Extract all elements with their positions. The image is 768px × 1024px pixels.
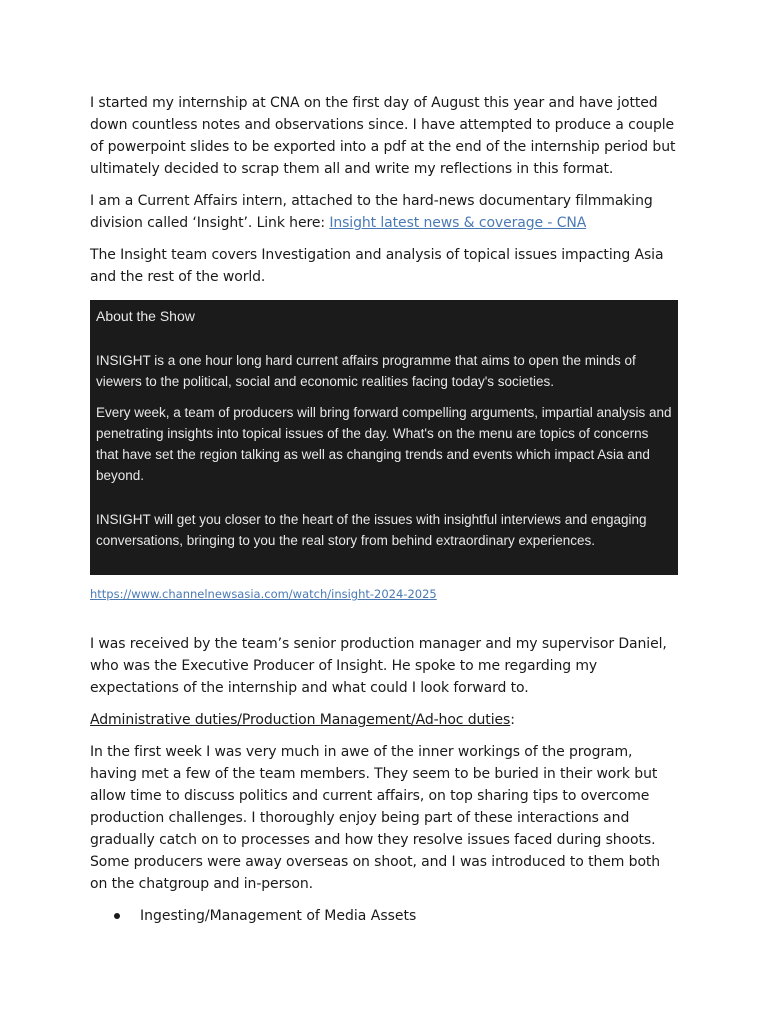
about-show-para-2: Every week, a team of producers will bring forward compelling arguments, impartial analysis and penetrating insights into topical issues of the day. What's on the menu are topics of concerns that have set the region talking as well as changing trends and events which impact Asia and beyond. [96,405,672,483]
about-show-image [90,300,678,575]
bullet-icon [114,913,120,919]
list-item [90,905,680,927]
about-show-para-1: INSIGHT is a one hour long hard current affairs programme that aims to open the minds of viewers to the political, social and economic realities facing today's societies. [96,353,636,389]
document-page [90,92,680,927]
received-paragraph: I was received by the team’s senior production manager and my supervisor Daniel, who was the Executive Producer of Insight. He spoke to me regarding my expectations of the internship and what could I look forward to. [90,636,667,696]
intern-paragraph-text: I am a Current Affairs intern, attached to the hard-news documentary filmmaking division called ‘Insight’. Link here: [90,193,653,231]
admin-heading-text: Administrative duties/Production Management/Ad-hoc duties [90,712,511,728]
about-show-title: About the Show [96,308,195,324]
first-week-paragraph: In the first week I was very much in awe of the inner workings of the program, having met a few of the team members. They seem to be buried in their work but allow time to discuss politics and current affairs, on top sharing tips to overcome production challenges. I thoroughly enjoy being part of these interactions and gradually catch on to processes and how they resolve issues faced during shoots. Some producers were away overseas on shoot, and I was introduced to them both on the chatgroup and in-person. [90,744,661,892]
bullet-list [90,905,680,927]
team-paragraph: The Insight team covers Investigation and analysis of topical issues impacting Asia and the rest of the world. [90,247,664,285]
about-show-para-3: INSIGHT will get you closer to the heart of the issues with insightful interviews and engaging conversations, bringing to you the real story from behind extraordinary experiences. [96,512,647,548]
list-item-label: Ingesting/Management of Media Assets [140,908,417,924]
intro-paragraph: I started my internship at CNA on the first day of August this year and have jotted down countless notes and observations since. I have attempted to produce a couple of powerpoint slides to be exported into a pdf at the end of the internship period but ultimately decided to scrap them all and write my reflections in this format. [90,95,676,177]
insight-url-link[interactable]: https://www.channelnewsasia.com/watch/insight-2024-2025 [90,587,437,601]
admin-heading-colon: : [510,712,515,728]
insight-link[interactable]: Insight latest news & coverage - CNA [329,215,587,231]
intern-paragraph [90,190,680,234]
admin-heading [90,709,680,731]
